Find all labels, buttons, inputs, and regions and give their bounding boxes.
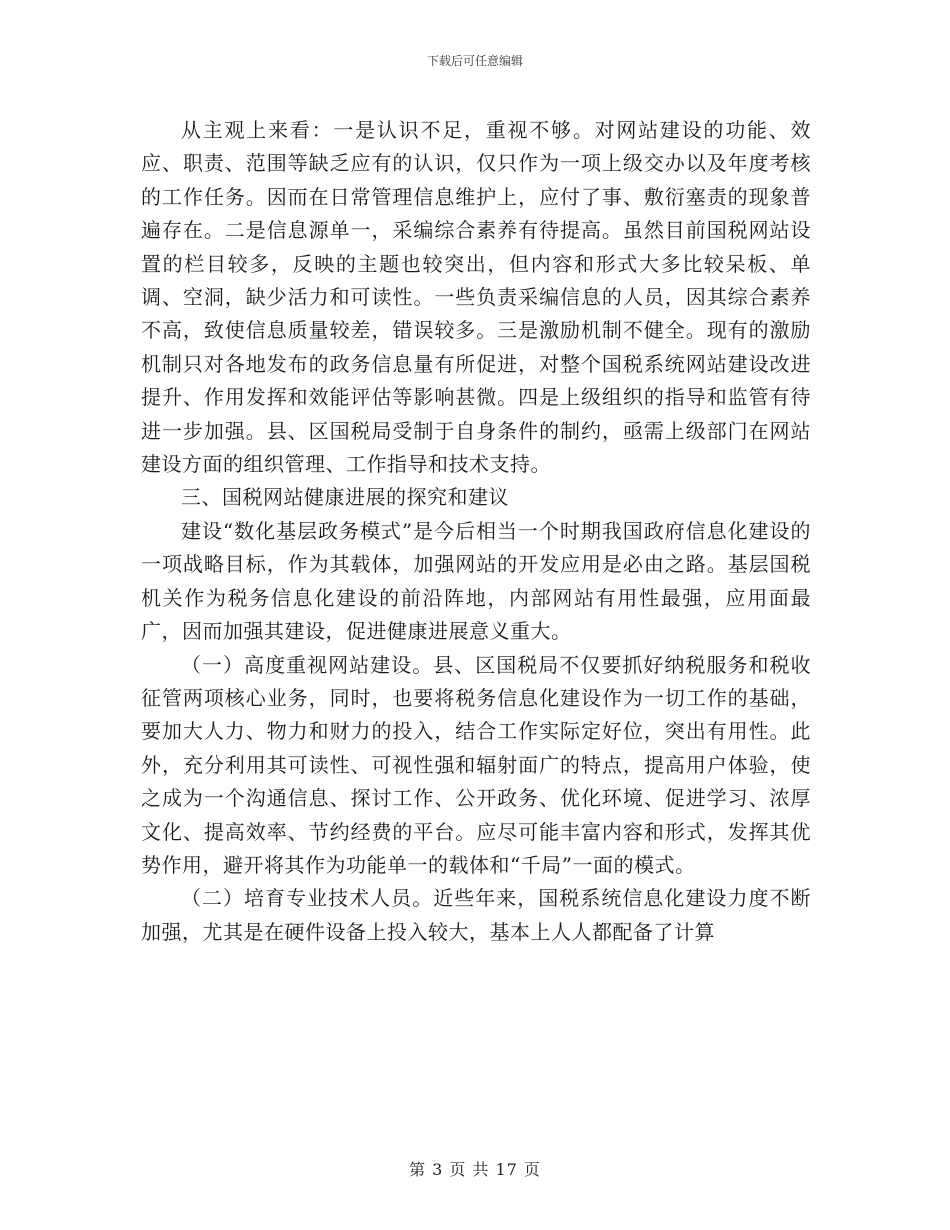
- footer-total-pages: 17: [495, 1160, 518, 1179]
- paragraph-subjective-analysis: 从主观上来看：一是认识不足，重视不够。对网站建设的功能、效应、职责、范围等缺乏应有的认识，仅只作为一项上级交办以及年度考核的工作任务。因而在日常管理信息维护上，应付了事、敷衍塞责的现象普遍存在。二是信息源单一，采编综合素养有待提高。虽然目前国税网站设置的栏目较多，反映的主题也较突出，但内容和形式大多比较呆板、单调、空洞，缺少活力和可读性。一些负责采编信息的人员，因其综合素养不高，致使信息质量较差，错误较多。三是激励机制不健全。现有的激励机制只对各地发布的政务信息量有所促进，对整个国税系统网站建设改进提升、作用发挥和效能评估等影响甚微。四是上级组织的指导和监管有待进一步加强。县、区国税局受制于自身条件的制约，亟需上级部门在网站建设方面的组织管理、工作指导和技术支持。: [141, 118, 811, 477]
- page-header: 下载后可任意编辑: [426, 54, 523, 68]
- page-footer: [0, 1157, 950, 1180]
- section-heading-3: 三、国税网站健康进展的探究和建议: [181, 485, 509, 510]
- paragraph-item-1: （一）高度重视网站建设。县、区国税局不仅要抓好纳税服务和税收征管两项核心业务，同时，也要将税务信息化建设作为一切工作的基础，要加大人力、物力和财力的投入，结合工作实际定好位，突出有用性。此外，充分利用其可读性、可视性强和辐射面广的特点，提高用户体验，使之成为一个沟通信息、探讨工作、公开政务、优化环境、促进学习、浓厚文化、提高效率、节约经费的平台。应尽可能丰富内容和形式，发挥其优势作用，避开将其作为功能单一的载体和“千局”一面的模式。: [141, 652, 811, 877]
- footer-middle: 页 共: [449, 1160, 490, 1179]
- paragraph-item-2: （二）培育专业技术人员。近些年来，国税系统信息化建设力度不断加强，尤其是在硬件设备上投入较大，基本上人人都配备了计算: [141, 886, 811, 944]
- footer-page-number: 3: [432, 1160, 444, 1179]
- paragraph-strategy: 建设“数化基层政务模式”是今后相当一个时期我国政府信息化建设的一项战略目标，作为其载体，加强网站的开发应用是必由之路。基层国税机关作为税务信息化建设的前沿阵地，内部网站有用性最强，应用面最广，因而加强其建设，促进健康进展意义重大。: [141, 518, 811, 644]
- footer-suffix: 页: [523, 1160, 541, 1179]
- document-body: [141, 114, 811, 949]
- footer-prefix: 第: [409, 1160, 427, 1179]
